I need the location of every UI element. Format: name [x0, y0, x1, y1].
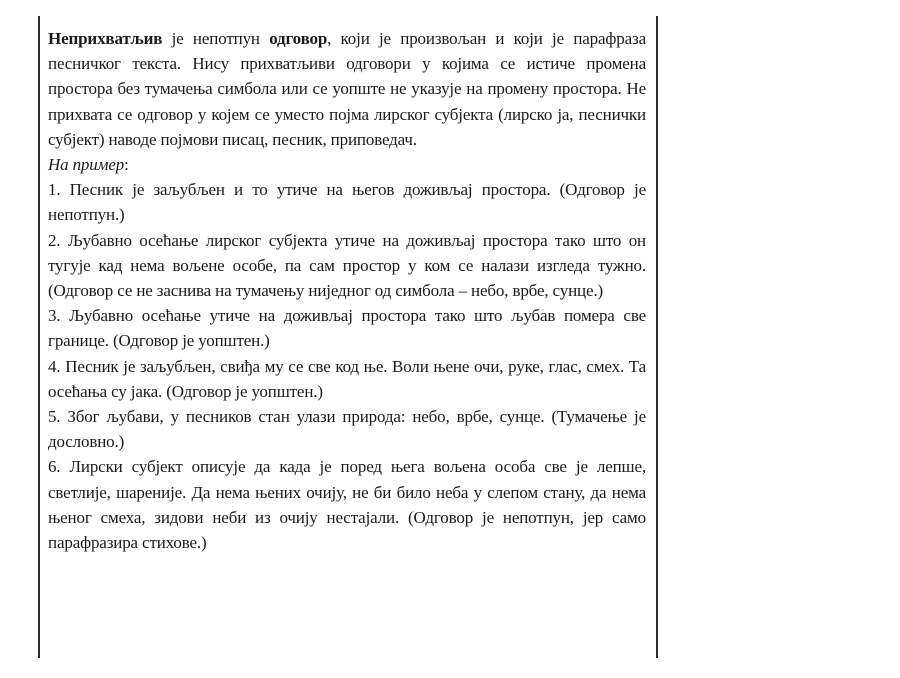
example-item-1: 1. Песник је заљубљен и то утиче на његов доживљај простора. (Одговор је непотпун.) — [48, 180, 646, 225]
intro-paragraph — [48, 26, 646, 152]
example-item-2: 2. Љубавно осећање лирског субјекта утиче на доживљај простора тако што он тугује кад нема вољене особе, па сам простор у ком се налази изгледа тужно. (Одговор се не заснива на тумачењу ниједног од симбола – небо, врбе, сунце.) — [48, 230, 646, 301]
example-item-5: 5. Због љубави, у песников стан улази природа: небо, врбе, сунце. (Тумачење је дословно.) — [48, 407, 646, 452]
example-heading-colon: : — [124, 155, 129, 175]
term-unacceptable: Неприхватљив — [48, 29, 163, 48]
intro-text-1: је непотпун — [162, 29, 270, 48]
example-item-3: 3. Љубавно осећање утиче на доживљај простора тако што љубав помера све границе. (Одговор је уопштен.) — [48, 306, 646, 351]
document-excerpt — [38, 14, 658, 660]
left-border-line — [38, 16, 40, 658]
example-item-6: 6. Лирски субјект описује да када је поред њега вољена особа све је лепше, светлије, шареније. Да нема њених очију, не би било неба у слепом стану, да нема њеног смеха, зидови неби из очију нестајали. (Одговор је непотпун, јер само парафразира стихове.) — [48, 457, 646, 553]
example-item-4: 4. Песник је заљубљен, свиђа му се све код ње. Воли њене очи, руке, глас, смех. Та осећања су јака. (Одговор је уопштен.) — [48, 356, 646, 401]
example-heading: На пример — [48, 155, 125, 175]
intro-text-2: , који је произвољан и који је парафраза песничког текста. Нису прихватљиви одговори у којима се истиче промена простора без тумачења симбола или се уопште не указује на промену простора. Не прихвата се одговор у којем се уместо појма лирског субјекта (лирско ја, песнички субјект) наводе појмови писац, песник, приповедач. — [48, 29, 646, 149]
example-heading-line — [48, 152, 646, 177]
right-border-line — [656, 16, 658, 658]
document-text — [48, 26, 646, 555]
term-answer: одговор — [269, 29, 328, 48]
